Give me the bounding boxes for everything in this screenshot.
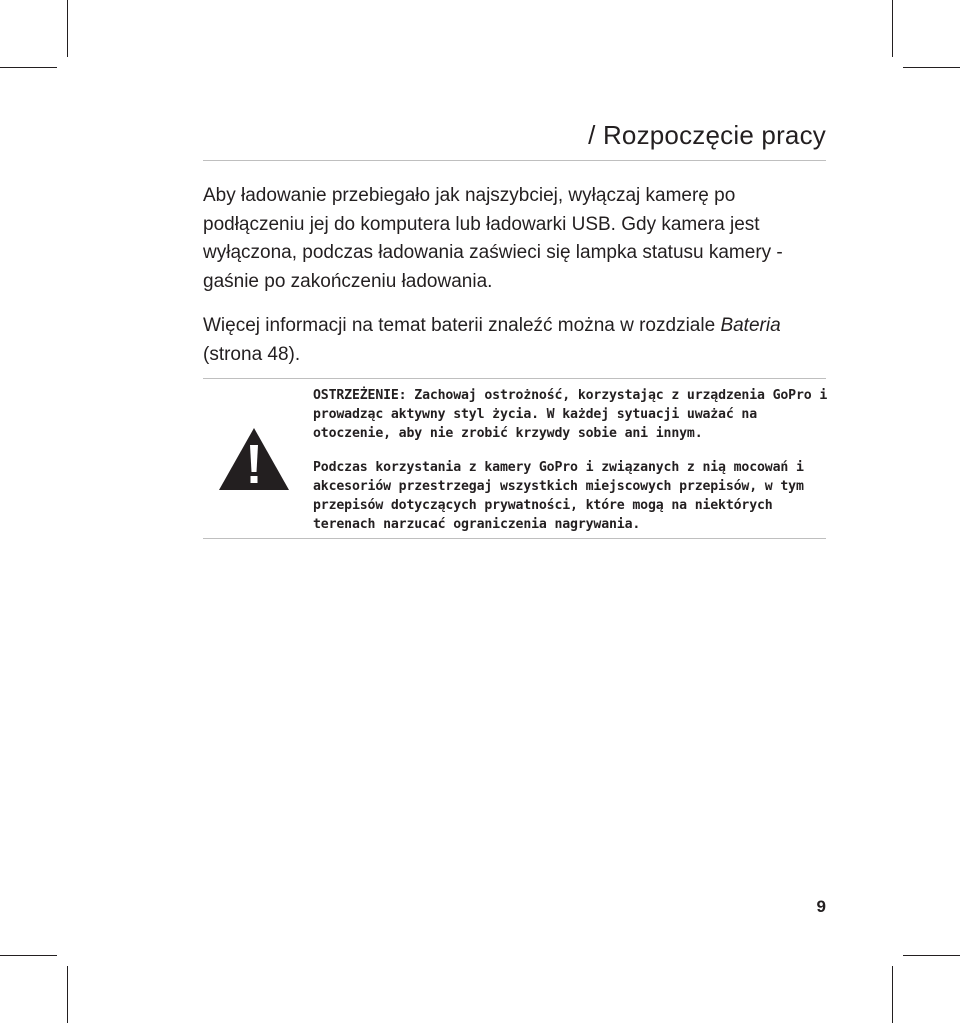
- warning-top-divider: [203, 378, 826, 379]
- warning-bottom-divider: [203, 538, 826, 539]
- crop-mark: [67, 966, 68, 1023]
- battery-section-link[interactable]: Bateria: [720, 315, 781, 336]
- crop-mark: [0, 67, 57, 68]
- battery-info-paragraph: [203, 312, 828, 369]
- crop-mark: [67, 0, 68, 57]
- battery-page-reference: (strona 48).: [203, 343, 301, 365]
- crop-mark: [892, 966, 893, 1023]
- warning-safety-text: Zachowaj ostrożność, korzystając z urządzenia GoPro i prowadząc aktywny styl życia. W każdej sytuacji uważać na otoczenie, aby nie zrobić krzywdy sobie ani innym.: [313, 388, 828, 441]
- warning-triangle-icon: [219, 428, 289, 490]
- battery-info-text: Więcej informacji na temat baterii znaleźć można w rozdziale: [203, 315, 721, 336]
- warning-label: OSTRZEŻENIE:: [313, 388, 407, 403]
- charging-paragraph: Aby ładowanie przebiegało jak najszybciej, wyłączaj kamerę po podłączeniu jej do komputera lub ładowarki USB. Gdy kamera jest wyłączona, podczas ładowania zaświeci się lampka statusu kamery - gaśnie po zakończeniu ładowania.: [203, 185, 783, 292]
- crop-mark: [0, 955, 57, 956]
- crop-mark: [892, 0, 893, 57]
- warning-text-regulations: Podczas korzystania z kamery GoPro i związanych z nią mocowań i akcesoriów przestrzegaj wszystkich miejscowych przepisów, w tym przepisów dotyczących prywatności, które mogą na niektórych terenach narzucać ograniczenia nagrywania.: [313, 460, 804, 532]
- warning-text-safety: [313, 386, 828, 443]
- header-divider: [203, 160, 826, 161]
- crop-mark: [903, 67, 960, 68]
- page-number: 9: [816, 897, 826, 916]
- page-title: / Rozpoczęcie pracy: [588, 120, 826, 150]
- crop-mark: [903, 955, 960, 956]
